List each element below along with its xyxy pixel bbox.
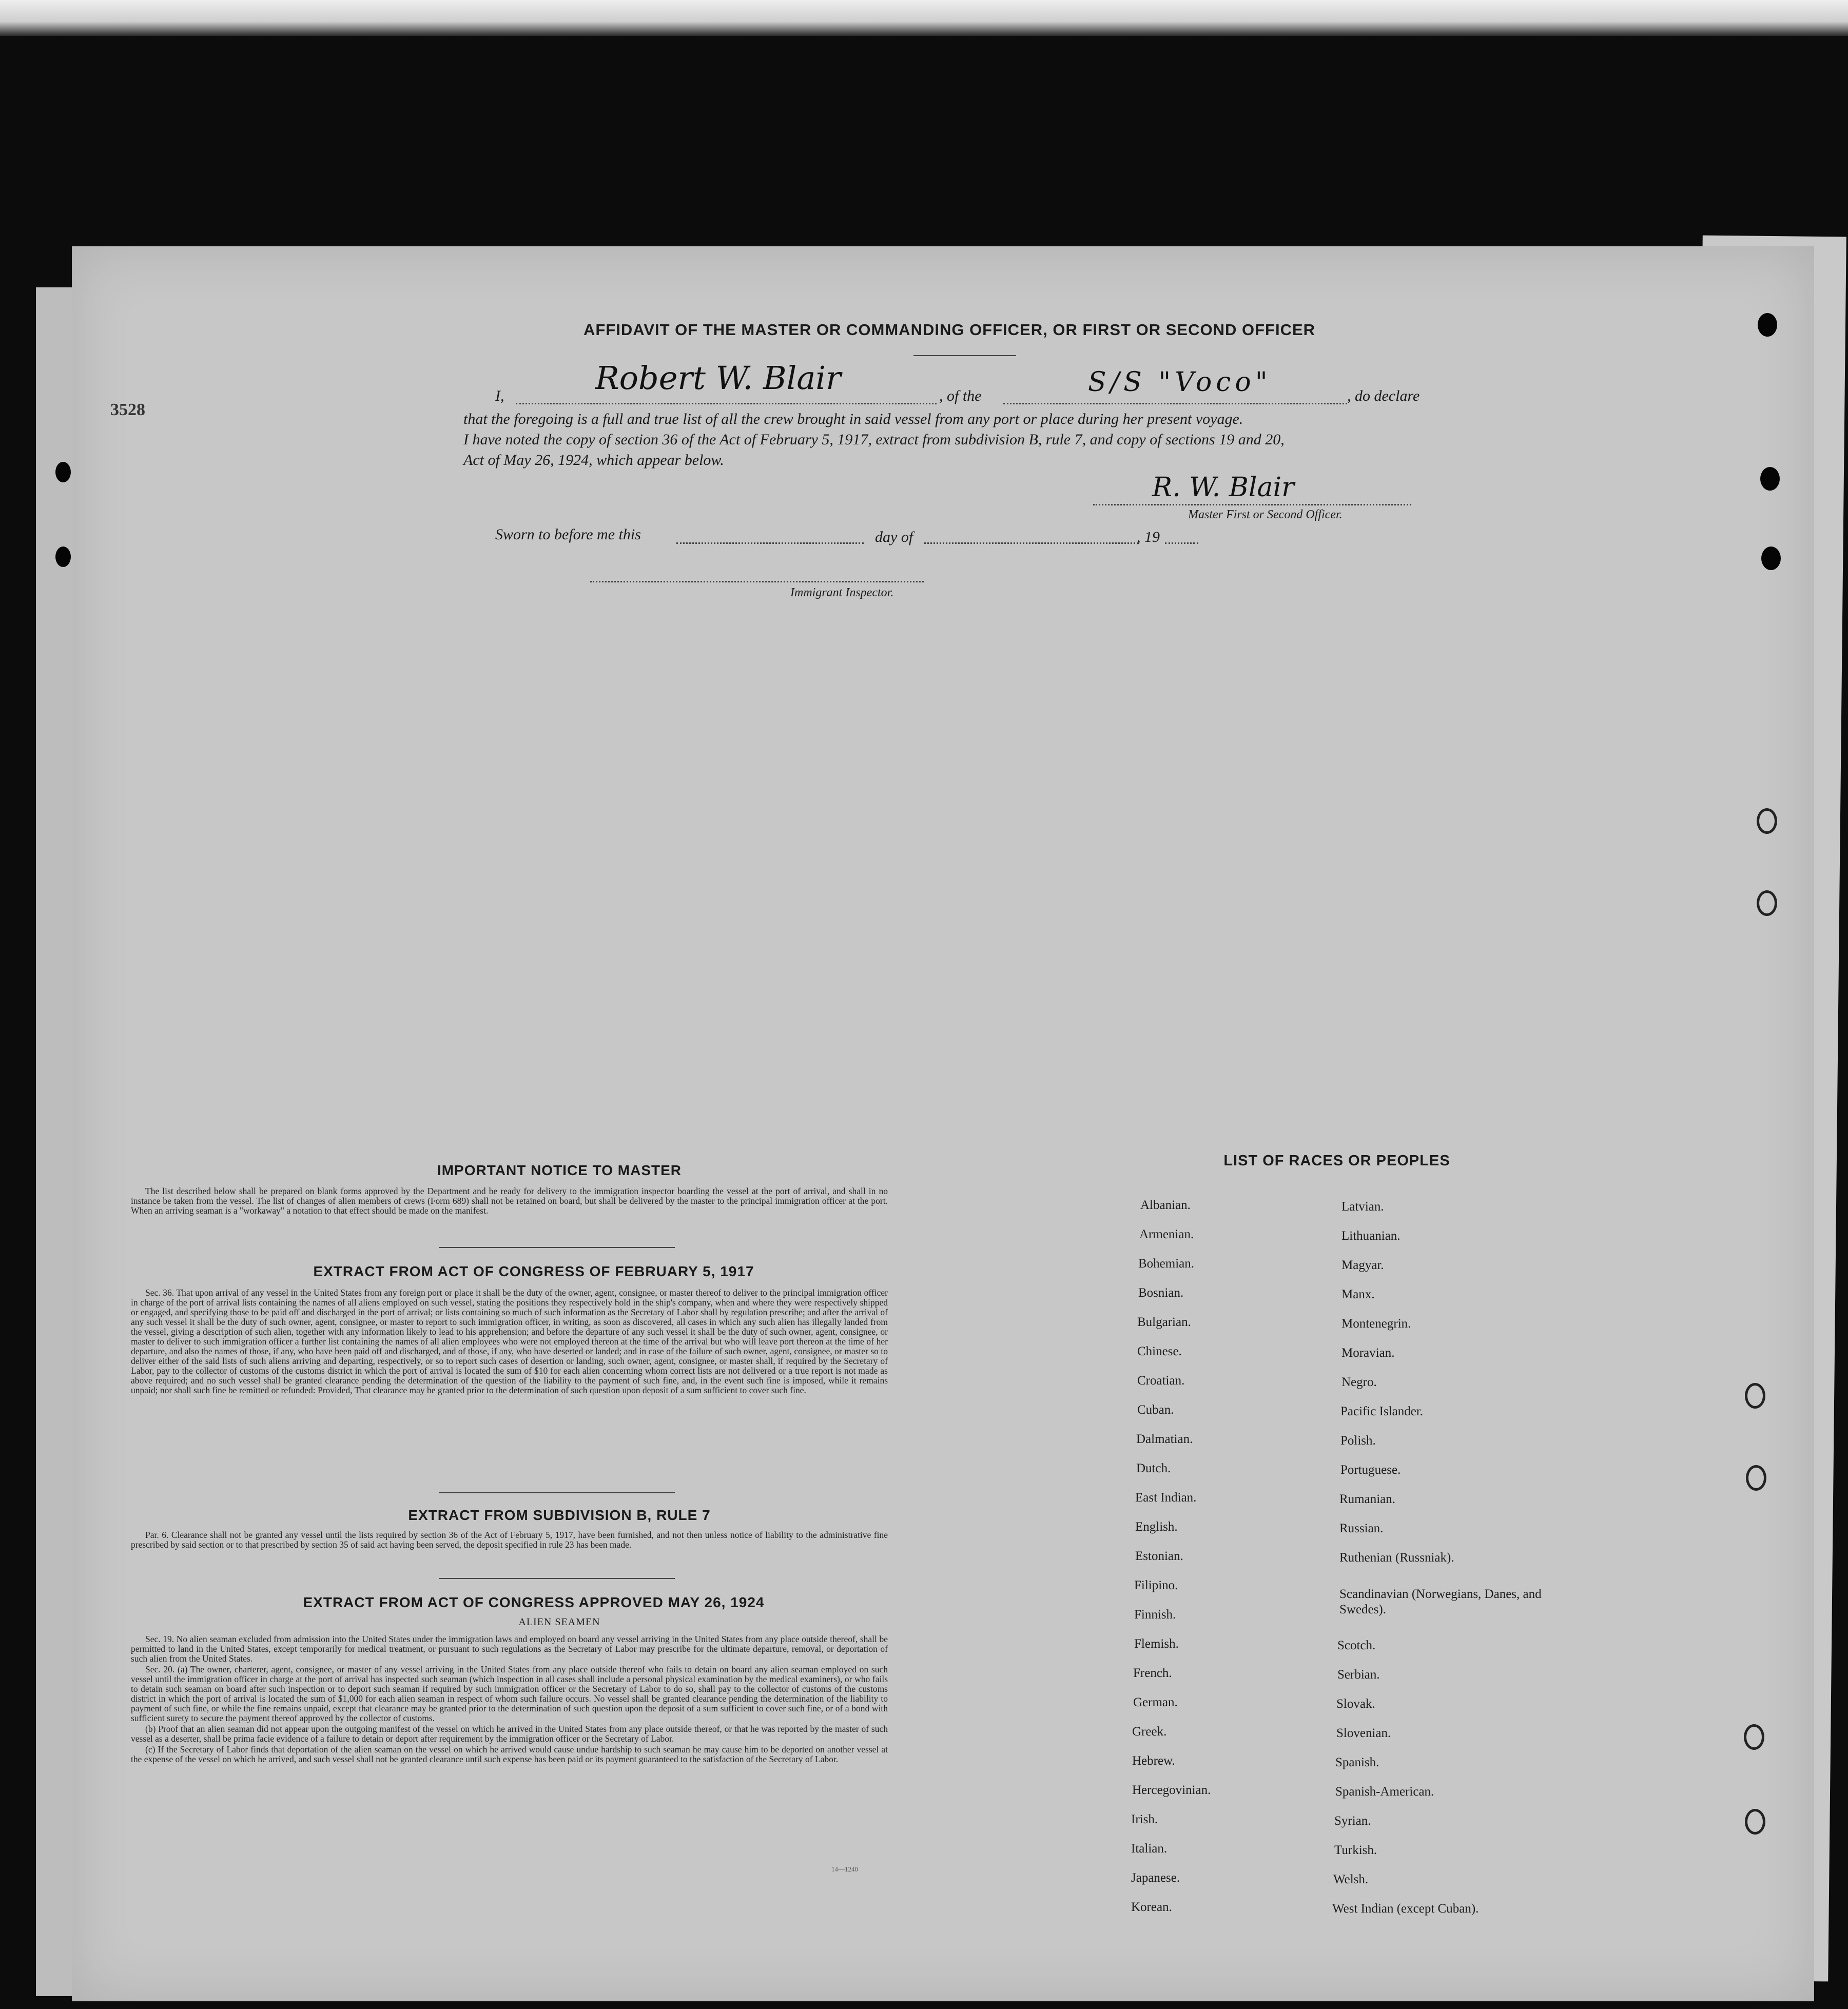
race-item: Greek. [1132, 1725, 1167, 1739]
year-prefix: , 19 [1137, 529, 1160, 545]
title-underline [913, 355, 1016, 356]
race-item: Scandinavian (Norwegians, Danes, and Swedes). [1339, 1587, 1542, 1616]
race-item: Manx. [1341, 1288, 1375, 1301]
extract-1917-text: Sec. 36. That upon arrival of any vessel in the United States from any foreign port or place it shall be the duty of the owner, agent, consignee, or master thereof to deliver to the principal immigration officer in charge of the port of arrival lists containing the names of all aliens employed on such vessel, stating the positions they respectively hold in the ship's company, when and where they were respectively shipped or engaged, and specifying those to be paid off and discharged in the port of arrival; or lists containing so much of such information as the Secretary of Labor shall by regulation prescribe; and after the arrival of any such vessel it shall be the duty of such owner, agent, consignee, or master to report to such immigration officer, in writing, as soon as discovered, all cases in which any such alien has illegally landed from the vessel, giving a description of such alien, together with any information likely to lead to his apprehension; and before the departure of any such vessel it shall be the duty of such owner, agent, consignee, or master to deliver to such immigration officer a further list containing the names of all alien employees who were not employed thereon at the time of the arrival but who will leave port thereon at the time of her departure, and also the names of those, if any, who have been paid off and discharged, and of those, if any, who have deserted or landed; and in case of the failure of such owner, agent, consignee, or master so to deliver either of the said lists of such aliens arriving and departing, respectively, or so to report such cases of desertion or landing, such owner, agent, consignee, or master shall, if required by the Secretary of Labor, pay to the collector of customs of the customs district in which the port of arrival is located the sum of $10 for each alien concerning whom correct lists are not delivered or a true report is not made as above required; and no such vessel shall be granted clearance pending the determination of the question of the liability to the payment of such fine, and, in the event such fine is imposed, while it remains unpaid; nor shall such fine be remitted or refunded: Provided, That clearance may be granted prior to the determination of such question upon deposit of a sum sufficient to cover such fine. [131, 1288, 888, 1395]
master-name-line [516, 403, 937, 404]
race-item: Slovenian. [1336, 1726, 1391, 1740]
binder-hole-icon [1745, 1383, 1765, 1409]
race-item: Moravian. [1341, 1346, 1395, 1360]
notice-text: The list described below shall be prepared on blank forms approved by the Department and be ready for delivery to the immigration inspector boarding the vessel at the port of arrival, and shall in no instance be taken from the vessel. The list of changes of alien members of crews (Form 689) shall not be retained on board, but shall be delivered by the master to the principal immigration officer at the port. When an arriving seaman is a "workaway" a notation to that effect should be made on the manifest. [131, 1186, 888, 1216]
race-item: West Indian (except Cuban). [1332, 1902, 1479, 1916]
race-item: Hercegovinian. [1132, 1783, 1211, 1797]
signature-caption: Master First or Second Officer. [1188, 508, 1343, 521]
races-title: LIST OF RACES OR PEOPLES [1223, 1153, 1450, 1169]
race-item: Albanian. [1140, 1198, 1191, 1212]
sec-20a-text: Sec. 20. (a) The owner, charterer, agent, consignee, or master of any vessel arriving in the United States from any place outside thereof who fails to detain on board any alien seaman employed on such vessel until the immigration officer in charge at the port of arrival has inspected such seaman (which inspection in all cases shall include a personal physical examination by the medical examiners), or who fails to detain such seaman on board after such inspection or to deport such seaman if required by such immigration officer or the Secretary of Labor to do so, shall pay to the collector of customs of the customs district in which the port of arrival is located the sum of $1,000 for each alien seaman in respect of whom such failure occurs. No vessel shall be granted clearance pending the determination of the liability to payment of such fine, or while the fine remains unpaid, except that clearance may be granted prior to the determination of such question upon the deposit of a sum sufficient to cover such fine, or of a bond with sufficient surety to secure the payment thereof approved by the collector of customs. [131, 1664, 888, 1723]
notice-text-block [131, 1186, 888, 1217]
affidavit-line-2: that the foregoing is a full and true list of all the crew brought in said vessel from any port or place during her present voyage. [463, 411, 1243, 427]
race-item: Bohemian. [1138, 1257, 1195, 1271]
sec-20c-text: (c) If the Secretary of Labor finds that deportation of the alien seaman on the vessel on which he arrived would cause undue hardship to such seaman he may cause him to be deported on another vessel at the expense of the vessel on which he arrived, and such vessel shall not be granted clearance until such expense has been paid or its payment guaranteed to the satisfaction of the Secretary of Labor. [131, 1744, 888, 1764]
race-item: Negro. [1341, 1375, 1377, 1389]
race-item: Latvian. [1341, 1200, 1384, 1214]
extract-1924-text-block [131, 1634, 888, 1765]
race-item: Slovak. [1336, 1697, 1375, 1711]
master-name-signature: Robert W. Blair [595, 359, 841, 397]
race-item: Dutch. [1136, 1461, 1171, 1475]
race-item: Scotch. [1337, 1639, 1376, 1652]
notice-title: IMPORTANT NOTICE TO MASTER [437, 1162, 682, 1178]
race-item: Croatian. [1137, 1374, 1185, 1388]
race-item: Chinese. [1137, 1344, 1182, 1358]
race-item: Ruthenian (Russniak). [1339, 1551, 1454, 1565]
binder-hole-icon [1761, 547, 1781, 570]
binder-hole-icon [1760, 467, 1780, 491]
race-item: Pacific Islander. [1340, 1405, 1424, 1418]
page-mark: 3528 [110, 400, 145, 419]
day-of-text: day of [875, 529, 913, 545]
extract-rule7-text: Par. 6. Clearance shall not be granted any vessel until the lists required by section 36 of the Act of February 5, 1917, have been furnished, and not then unless notice of liability to the administrative fine prescribed by said section or to that prescribed by section 35 of said act having been served, the deposit specified in rule 23 has been made. [131, 1530, 888, 1550]
do-declare-text: , do declare [1347, 387, 1420, 404]
race-item: Bosnian. [1138, 1286, 1184, 1300]
race-item: Cuban. [1137, 1403, 1174, 1417]
race-item: Portuguese. [1340, 1463, 1401, 1477]
race-item: Magyar. [1341, 1258, 1384, 1272]
race-item: Estonian. [1135, 1549, 1183, 1563]
sworn-day-line [676, 542, 864, 544]
extract-1917-text-block [131, 1288, 888, 1396]
race-item: Japanese. [1131, 1871, 1180, 1885]
race-item: Filipino. [1134, 1578, 1178, 1592]
scanner-top-edge [0, 0, 1848, 36]
race-item: Welsh. [1333, 1873, 1369, 1886]
of-the-text: , of the [939, 387, 982, 404]
binder-hole-icon [1757, 808, 1777, 834]
race-item: Spanish. [1335, 1756, 1379, 1769]
extract-rule7-title: EXTRACT FROM SUBDIVISION B, RULE 7 [408, 1507, 711, 1523]
race-item: Bulgarian. [1137, 1315, 1191, 1329]
race-item: English. [1135, 1520, 1178, 1534]
vessel-name: S/S "Voco" [1088, 367, 1272, 398]
inspector-caption: Immigrant Inspector. [790, 586, 894, 599]
sworn-text: Sworn to before me this [495, 526, 641, 543]
race-item: Rumanian. [1339, 1492, 1396, 1506]
race-item: Montenegrin. [1341, 1317, 1411, 1331]
race-item: Serbian. [1337, 1668, 1380, 1682]
race-item: German. [1133, 1695, 1178, 1709]
sec-20b-text: (b) Proof that an alien seaman did not appear upon the outgoing manifest of the vessel on which he arrived in the United States from any place outside thereof, or that he was reported by the master of such vessel as a deserter, shall be prima facie evidence of a failure to detain or deport after requirement by the immigration officer or the Secretary of Labor. [131, 1724, 888, 1744]
affidavit-line-4: Act of May 26, 1924, which appear below. [463, 452, 724, 469]
binder-hole-icon [1758, 313, 1777, 337]
divider [439, 1247, 675, 1248]
race-item: French. [1133, 1666, 1172, 1680]
race-item: Flemish. [1134, 1637, 1179, 1651]
sworn-year-line [1165, 542, 1198, 544]
binder-hole-icon [55, 462, 71, 482]
affidavit-line-3: I have noted the copy of section 36 of the Act of February 5, 1917, extract from subdivision B, rule 7, and copy of sections 19 and 20, [463, 431, 1285, 448]
sec-19-text: Sec. 19. No alien seaman excluded from admission into the United States under the immigration laws and employed on board any vessel arriving in the United States from any place outside thereof, shall be permitted to land in the United States, except temporarily for medical treatment, or pursuant to such regulations as the Secretary of Labor may prescribe for the ultimate departure, removal, or deportation of such alien from the United States. [131, 1634, 888, 1664]
underlying-sheet-edge [36, 287, 77, 1996]
extract-1924-subtitle: ALIEN SEAMEN [518, 1616, 600, 1628]
divider [439, 1578, 675, 1579]
race-item: Finnish. [1134, 1608, 1176, 1622]
binder-hole-icon [1746, 1465, 1766, 1491]
binder-hole-icon [1744, 1724, 1764, 1750]
race-item: Syrian. [1334, 1814, 1371, 1828]
lead-i: I, [495, 387, 504, 404]
race-item: Korean. [1131, 1900, 1172, 1914]
officer-signature-line [1093, 504, 1411, 505]
race-item: East Indian. [1135, 1491, 1197, 1505]
race-item: Irish. [1131, 1812, 1158, 1826]
race-item: Spanish-American. [1335, 1785, 1434, 1799]
race-item: Hebrew. [1132, 1754, 1175, 1768]
inspector-signature-line [590, 581, 924, 582]
officer-signature: R. W. Blair [1152, 472, 1294, 503]
race-item: Lithuanian. [1341, 1229, 1400, 1243]
race-item: Armenian. [1139, 1227, 1194, 1241]
binder-hole-icon [1757, 890, 1777, 916]
race-item: Dalmatian. [1136, 1432, 1193, 1446]
extract-rule7-text-block [131, 1530, 888, 1551]
race-item: Italian. [1131, 1842, 1168, 1856]
extract-1924-title: EXTRACT FROM ACT OF CONGRESS APPROVED MAY 26, 1924 [303, 1594, 765, 1610]
sworn-month-line [924, 542, 1139, 544]
vessel-name-line [1003, 403, 1347, 404]
race-item: Russian. [1339, 1522, 1384, 1535]
divider [439, 1492, 675, 1493]
extract-1917-title: EXTRACT FROM ACT OF CONGRESS OF FEBRUARY 5, 1917 [313, 1263, 754, 1279]
race-item: Polish. [1340, 1434, 1376, 1448]
binder-hole-icon [1745, 1809, 1765, 1835]
binder-hole-icon [55, 547, 71, 567]
affidavit-title: AFFIDAVIT OF THE MASTER OR COMMANDING OFFICER, OR FIRST OR SECOND OFFICER [583, 321, 1316, 339]
form-number: 14—1240 [831, 1865, 858, 1873]
race-item: Turkish. [1334, 1843, 1377, 1857]
